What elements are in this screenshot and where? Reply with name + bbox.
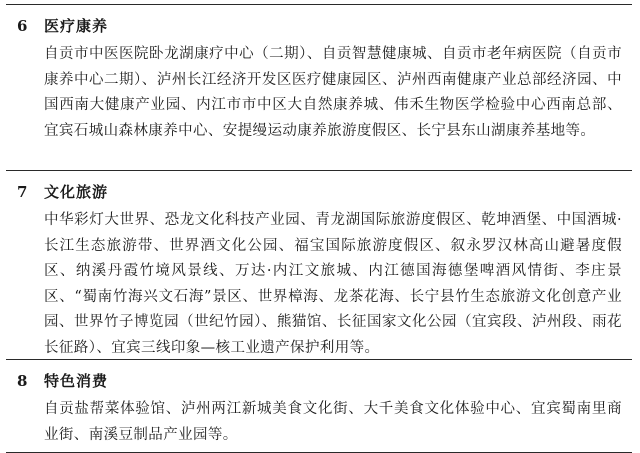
row-number: 8 (17, 372, 28, 390)
row-content: 中华彩灯大世界、恐龙文化科技产业园、青龙湖国际旅游度假区、乾坤酒堡、中国酒城·长江生态旅游带、世界酒文化公园、福宝国际旅游度假区、叙永罗汉林高山避暑度假区、纳溪丹霞竹境风景线、万达·内江文旅城、内江德国海德堡啤酒风情街、李庄景区、“蜀南竹海兴文石海”景区、世界樟海、龙茶花海、长宁县竹生态旅游文化创意产业园、世界竹子博览园（世纪竹园）、熊猫馆、长征国家文化公园（宜宾段、泸州段、雨花长征路）、宜宾三线印象—核工业遗产保护利用等。 (44, 212, 622, 356)
projects-table (6, 4, 632, 453)
table-row-specialty-consumption (6, 360, 632, 452)
row-category: 特色消费 (44, 372, 109, 390)
row-category: 医疗康养 (44, 17, 109, 35)
row-number: 6 (17, 17, 28, 35)
row-content: 自贡盐帮菜体验馆、泸州两江新城美食文化街、大千美食文化体验中心、宜宾蜀南里商业街、南溪豆制品产业园等。 (44, 401, 622, 443)
row-number: 7 (17, 183, 28, 201)
table-row-medical-wellness (6, 5, 632, 171)
table-row-culture-tourism (6, 171, 632, 360)
row-category: 文化旅游 (44, 183, 109, 201)
row-content: 自贡市中医医院卧龙湖康疗中心（二期）、自贡智慧健康城、自贡市老年病医院（自贡市康养中心二期）、泸州长江经济开发区医疗健康园区、泸州西南健康产业总部经济园、中国西南大健康产业园、内江市市中区大自然康养城、伟禾生物医学检验中心西南总部、宜宾石城山森林康养中心、安提缦运动康养旅游度假区、长宁县东山湖康养基地等。 (44, 46, 622, 139)
